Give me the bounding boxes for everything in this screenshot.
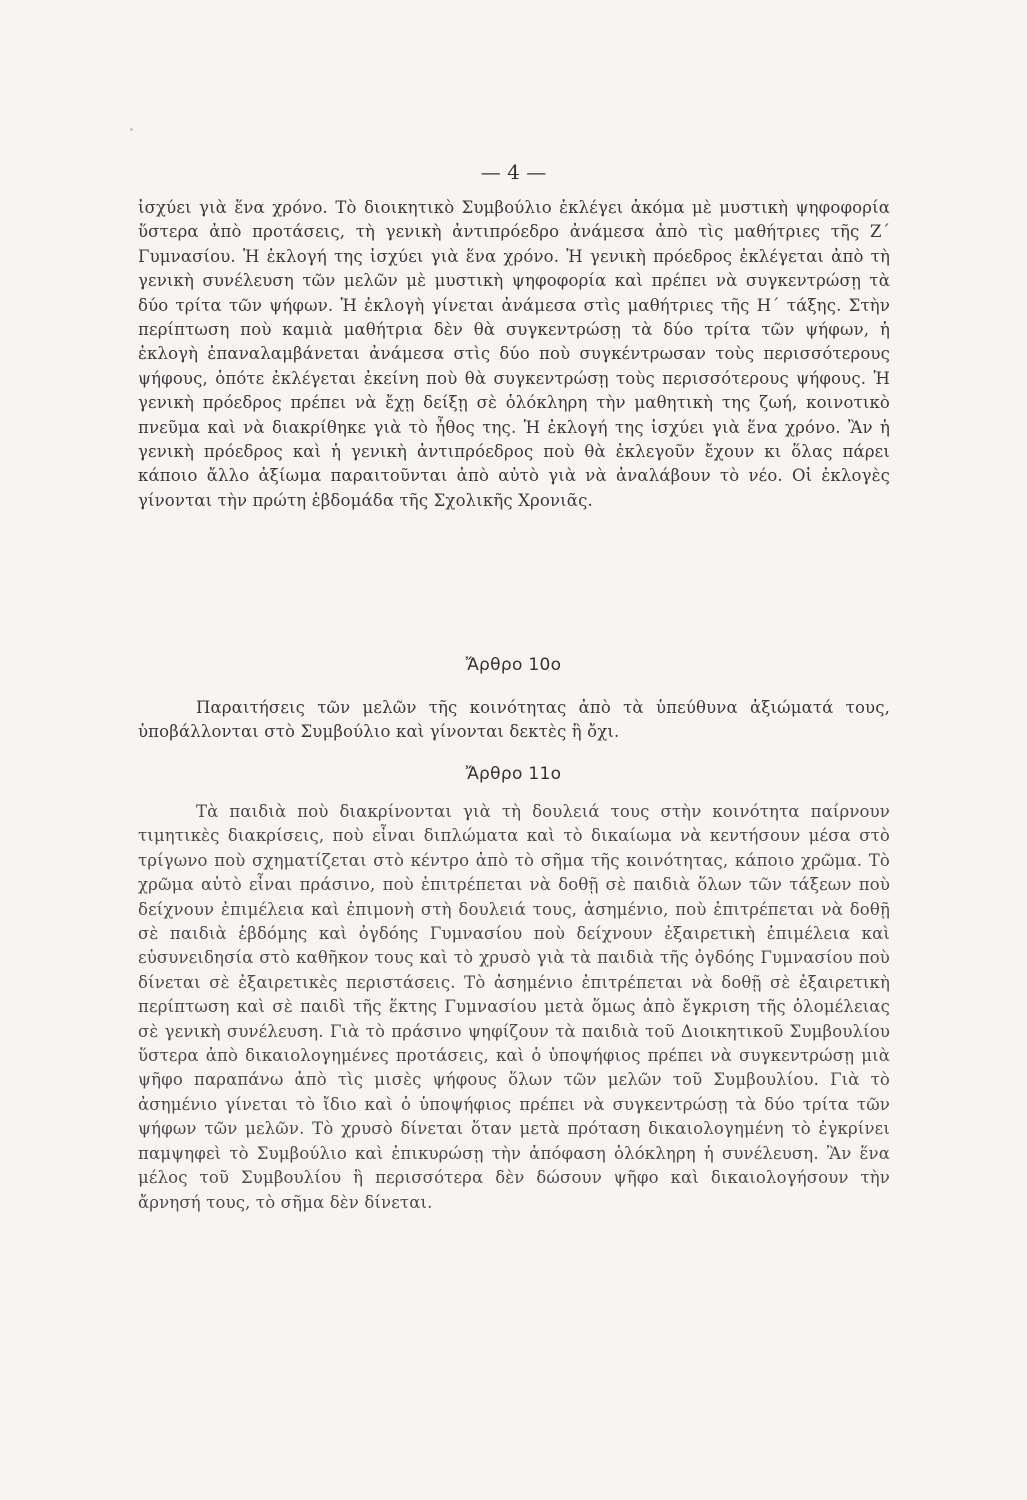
article-9-continuation (138, 196, 890, 513)
article-10-heading: Ἄρθρο 10ο (465, 655, 562, 675)
article-10-body (138, 696, 890, 745)
article-11-paragraph: Τὰ παιδιὰ ποὺ διακρίνονται γιὰ τὴ δουλειά τους στὴν κοινότητα παίρνουν τιμητικὲς διακρίσεις, ποὺ εἶναι διπλώματα καὶ τὸ δικαίωμα νὰ κεντήσουν μέσα στὸ τρίγωνο ποὺ σχηματίζεται στὸ κέντρο ἀπὸ τὸ σῆμα τῆς κοινότητας, κάποιο χρῶμα. Τὸ χρῶμα αὐτὸ εἶναι πράσινο, ποὺ ἐπιτρέπεται νὰ δοθῇ σὲ παιδιὰ ὅλων τῶν τάξεων ποὺ δείχνουν ἐπιμέλεια καὶ ἐπιμονὴ στὴ δουλειά τους, ἀσημένιο, ποὺ ἐπιτρέπεται νὰ δοθῇ σὲ παιδιὰ ἑβδόμης καὶ ὀγδόης Γυμνασίου ποὺ δείχνουν ἐξαιρετικὴ ἐπιμέλεια καὶ εὐσυνειδησία στὸ καθῆκον τους καὶ τὸ χρυσὸ γιὰ τὰ παιδιὰ τῆς ὀγδόης Γυμνασίου ποὺ δίνεται σὲ ἐξαιρετικὲς περιστάσεις. Τὸ ἀσημένιο ἐπιτρέπεται νὰ δοθῇ σὲ ἐξαιρετικὴ περίπτωση καὶ σὲ παιδὶ τῆς ἕκτης Γυμνασίου μετὰ ὅμως ἀπὸ ἔγκριση τῆς ὁλομέλειας σὲ γενικὴ συνέλευση. Γιὰ τὸ πράσινο ψηφίζουν τὰ παιδιὰ τοῦ Διοικητικοῦ Συμβουλίου ὕστερα ἀπὸ δικαιολογημένες προτάσεις, καὶ ὁ ὑποψήφιος πρέπει νὰ συγκεντρώσῃ μιὰ ψῆφο παραπάνω ἀπὸ τὶς μισὲς ψήφους ὅλων τῶν μελῶν τοῦ Συμβουλίου. Γιὰ τὸ ἀσημένιο γίνεται τὸ ἴδιο καὶ ὁ ὑποψήφιος πρέπει νὰ συγκεντρώσῃ τὰ δύο τρίτα τῶν ψήφων τῶν μελῶν. Τὸ χρυσὸ δίνεται ὅταν μετὰ πρόταση δικαιολογημένη τὸ ἐγκρίνει παμψηφεὶ τὸ Συμβούλιο καὶ ἐπικυρώσῃ τὴν ἀπόφαση ὁλόκληρη ἡ συνέλευση. Ἂν ἕνα μέλος τοῦ Συμβουλίου ἢ περισσότερα δὲν δώσουν ψῆφο καὶ δικαιολογήσουν τὴν ἄρνησή τους, τὸ σῆμα δὲν δίνεται. (138, 802, 890, 1212)
article-11-body (138, 800, 890, 1215)
article-11-heading: Ἄρθρο 11ο (465, 764, 562, 784)
paper-speck (130, 128, 133, 131)
page-number: — 4 — (480, 160, 547, 184)
article-9-paragraph: ἰσχύει γιὰ ἕνα χρόνο. Τὸ διοικητικὸ Συμβούλιο ἐκλέγει ἀκόμα μὲ μυστικὴ ψηφοφορία ὕστερα ἀπὸ προτάσεις, τὴ γενικὴ ἀντιπρόεδρο ἀνάμεσα ἀπὸ τὶς μαθήτριες τῆς Ζ΄ Γυμνασίου. Ἡ ἐκλογή της ἰσχύει γιὰ ἕνα χρόνο. Ἡ γενικὴ πρόεδρος ἐκλέγεται ἀπὸ τὴ γενικὴ συνέλευση τῶν μελῶν μὲ μυστικὴ ψηφοφορία καὶ πρέπει νὰ συγκεντρώσῃ τὰ δύο τρίτα τῶν ψήφων. Ἡ ἐκλογὴ γίνεται ἀνάμεσα στὶς μαθήτριες τῆς Η΄ τάξης. Στὴν περίπτωση ποὺ καμιὰ μαθήτρια δὲν θὰ συγκεντρώσῃ τὰ δύο τρίτα τῶν ψήφων, ἡ ἐκλογὴ ἐπαναλαμβάνεται ἀνάμεσα στὶς δύο ποὺ συγκέντρωσαν τοὺς περισσότερους ψήφους, ὁπότε ἐκλέγεται ἐκείνη ποὺ θὰ συγκεντρώσῃ τοὺς περισσότερους ψήφους. Ἡ γενικὴ πρόεδρος πρέπει νὰ ἔχῃ δείξῃ σὲ ὁλόκληρη τὴν μαθητικὴ της ζωή, κοινοτικὸ πνεῦμα καὶ νὰ διακρίθηκε γιὰ τὸ ἦθος της. Ἡ ἐκλογή της ἰσχύει γιὰ ἕνα χρόνο. Ἂν ἡ γενικὴ πρόεδρος καὶ ἡ γενικὴ ἀντιπρόεδρος ποὺ θὰ ἐκλεγοῦν ἔχουν κι ὅλας πάρει κάποιο ἄλλο ἀξίωμα παραιτοῦνται ἀπὸ αὐτὸ γιὰ νὰ ἀναλάβουν τὸ νέο. Οἱ ἐκλογὲς γίνονται τὴν πρώτη ἑβδομάδα τῆς Σχολικῆς Χρονιᾶς. (138, 198, 890, 510)
article-10-paragraph: Παραιτήσεις τῶν μελῶν τῆς κοινότητας ἀπὸ τὰ ὑπεύθυνα ἀξιώματά τους, ὑποβάλλονται στὸ Συμβούλιο καὶ γίνονται δεκτὲς ἢ ὄχι. (138, 698, 890, 742)
